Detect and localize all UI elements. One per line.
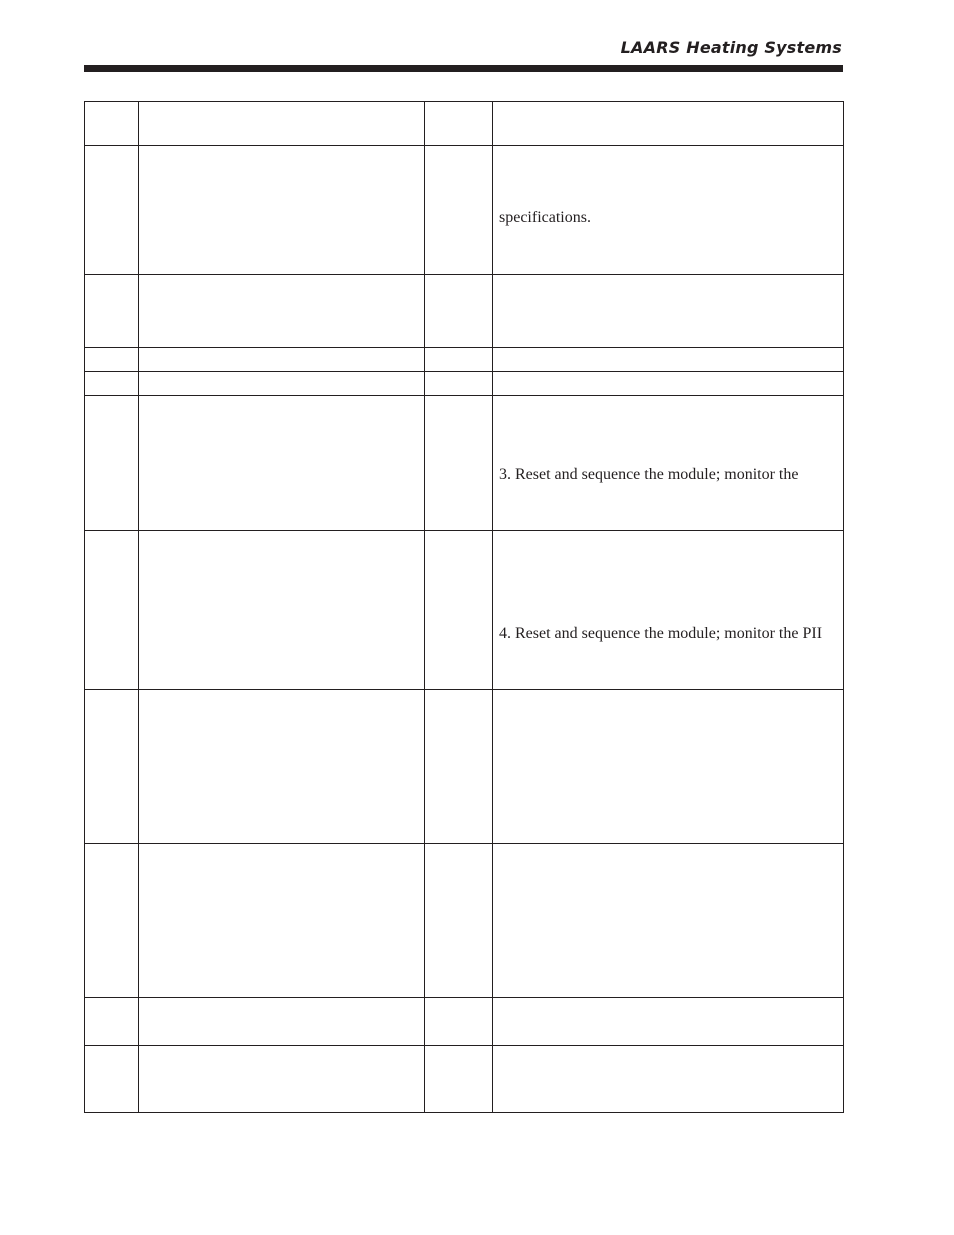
troubleshooting-table xyxy=(84,101,844,1113)
table-cell xyxy=(425,348,493,372)
cell-text: specifications. xyxy=(499,209,591,226)
table-cell xyxy=(85,348,139,372)
table-cell xyxy=(85,396,139,531)
table-cell xyxy=(139,348,425,372)
table-row xyxy=(85,372,844,396)
table-cell xyxy=(493,372,844,396)
cell-text: 3. Reset and sequence the module; monitor the xyxy=(499,466,799,483)
table-row xyxy=(85,1046,844,1113)
table-cell xyxy=(139,275,425,348)
table-cell xyxy=(139,844,425,998)
table-cell xyxy=(425,1046,493,1113)
table-row xyxy=(85,844,844,998)
table-cell xyxy=(85,998,139,1046)
table-cell xyxy=(85,372,139,396)
table-cell xyxy=(425,275,493,348)
table-cell xyxy=(493,348,844,372)
table-cell xyxy=(85,275,139,348)
table-cell xyxy=(85,146,139,275)
table-cell xyxy=(85,531,139,690)
table-row xyxy=(85,396,844,531)
table-cell xyxy=(139,690,425,844)
table-cell xyxy=(425,102,493,146)
table-cell xyxy=(493,690,844,844)
table-row xyxy=(85,102,844,146)
table-row xyxy=(85,348,844,372)
table-cell xyxy=(425,844,493,998)
table-cell xyxy=(139,1046,425,1113)
header-rule xyxy=(84,65,843,72)
table-cell xyxy=(139,998,425,1046)
table-cell xyxy=(493,275,844,348)
table-cell xyxy=(139,146,425,275)
header-title: LAARS Heating Systems xyxy=(620,38,842,57)
table-cell xyxy=(425,531,493,690)
table-cell xyxy=(493,844,844,998)
table-cell xyxy=(139,531,425,690)
table-row xyxy=(85,998,844,1046)
table-cell xyxy=(139,396,425,531)
table-cell xyxy=(493,146,844,275)
table-cell xyxy=(139,102,425,146)
table-cell xyxy=(425,372,493,396)
table-cell xyxy=(493,102,844,146)
table-cell xyxy=(425,998,493,1046)
table-cell xyxy=(85,690,139,844)
table-cell xyxy=(85,102,139,146)
table-cell xyxy=(425,146,493,275)
table-cell xyxy=(85,844,139,998)
table-cell xyxy=(493,998,844,1046)
table-cell xyxy=(493,396,844,531)
table-cell xyxy=(493,531,844,690)
table-cell xyxy=(85,1046,139,1113)
table-cell xyxy=(493,1046,844,1113)
table-cell xyxy=(139,372,425,396)
table-row xyxy=(85,531,844,690)
table-row xyxy=(85,690,844,844)
table-row xyxy=(85,146,844,275)
cell-text: 4. Reset and sequence the module; monitor the PII xyxy=(499,625,823,642)
table-cell xyxy=(425,396,493,531)
table-cell xyxy=(425,690,493,844)
table-row xyxy=(85,275,844,348)
